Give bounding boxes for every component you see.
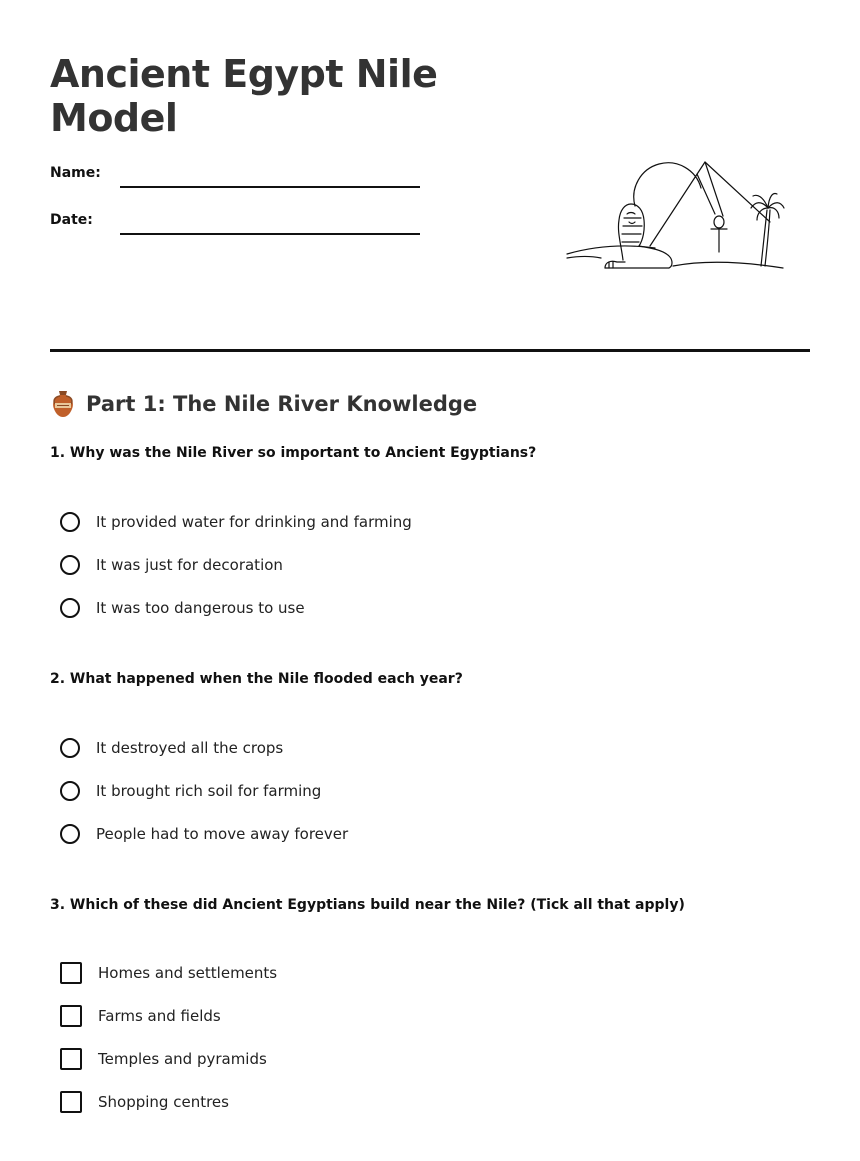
- radio-button[interactable]: [60, 824, 80, 844]
- checkbox[interactable]: [60, 1005, 82, 1027]
- ankh-icon: [711, 216, 727, 252]
- name-label: Name:: [50, 165, 101, 181]
- radio-button[interactable]: [60, 738, 80, 758]
- checkbox[interactable]: [60, 1091, 82, 1113]
- q2-option-2[interactable]: [60, 779, 321, 803]
- q1-option-1[interactable]: [60, 510, 412, 534]
- section-divider: [50, 349, 810, 352]
- sphinx-icon: [605, 204, 672, 268]
- date-write-line[interactable]: [120, 233, 420, 235]
- question-1: 1. Why was the Nile River so important to Ancient Egyptians?: [50, 445, 537, 461]
- radio-button[interactable]: [60, 512, 80, 532]
- part1-heading: [50, 388, 477, 420]
- checkbox[interactable]: [60, 1048, 82, 1070]
- egypt-scene-illustration: [565, 148, 790, 273]
- worksheet-title: Ancient Egypt Nile Model: [50, 52, 438, 140]
- palm-tree-icon: [751, 194, 784, 266]
- q2-option-3[interactable]: [60, 822, 348, 846]
- option-label: It was too dangerous to use: [96, 599, 305, 617]
- option-label: It was just for decoration: [96, 556, 283, 574]
- q1-option-3[interactable]: [60, 596, 305, 620]
- radio-button[interactable]: [60, 598, 80, 618]
- q1-option-2[interactable]: [60, 553, 283, 577]
- q3-option-2[interactable]: [60, 1004, 221, 1028]
- question-3: 3. Which of these did Ancient Egyptians build near the Nile? (Tick all that apply): [50, 897, 685, 913]
- option-label: It provided water for drinking and farming: [96, 513, 412, 531]
- option-label: People had to move away forever: [96, 825, 349, 843]
- option-label: Shopping centres: [98, 1093, 229, 1111]
- name-write-line[interactable]: [120, 186, 420, 188]
- radio-button[interactable]: [60, 781, 80, 801]
- q3-option-1[interactable]: [60, 961, 277, 985]
- option-label: It brought rich soil for farming: [96, 782, 322, 800]
- q3-option-4[interactable]: [60, 1090, 229, 1114]
- name-field: [50, 165, 420, 189]
- date-field: [50, 212, 420, 236]
- q3-option-3[interactable]: [60, 1047, 267, 1071]
- option-label: Homes and settlements: [98, 964, 278, 982]
- checkbox[interactable]: [60, 962, 82, 984]
- q2-option-1[interactable]: [60, 736, 283, 760]
- option-label: It destroyed all the crops: [96, 739, 284, 757]
- ground-lines: [567, 246, 783, 268]
- option-label: Temples and pyramids: [98, 1050, 267, 1068]
- part1-heading-text: Part 1: The Nile River Knowledge: [86, 392, 478, 416]
- radio-button[interactable]: [60, 555, 80, 575]
- amphora-icon: [50, 389, 76, 419]
- question-2: 2. What happened when the Nile flooded each year?: [50, 671, 463, 687]
- pyramid-icon: [650, 162, 770, 246]
- date-label: Date:: [50, 212, 93, 228]
- option-label: Farms and fields: [98, 1007, 221, 1025]
